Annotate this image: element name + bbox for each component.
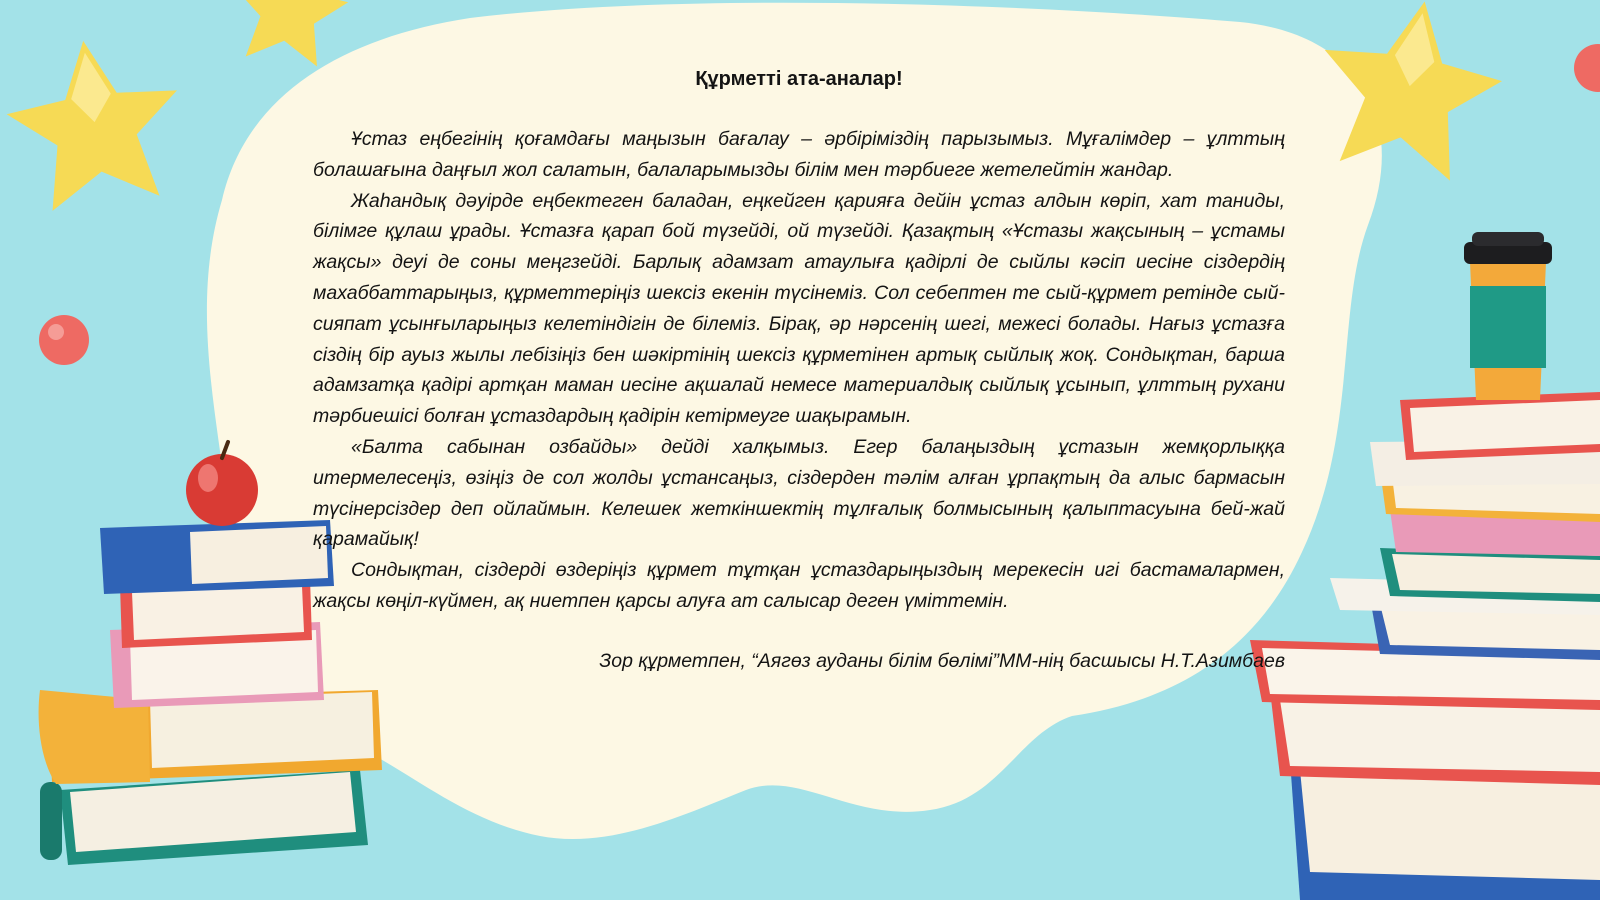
letter-signature: Зор құрметпен, “Аягөз ауданы білім бөлімі”ММ-нің басшысы Н.Т.Азимбаев [599,649,1285,672]
star-icon [224,0,354,70]
coffee-cup-icon [1464,232,1552,400]
letter-paragraph: Сондықтан, сіздерді өздеріңіз құрмет тұтқан ұстаздарыңыздың мерекесін игі бастамалармен, жақсы көңіл-күймен, ақ ниетпен қарсы алуға ат салысар деген үміттемін. [313,559,1285,612]
letter-title: Құрметті ата-аналар! [695,68,903,90]
star-icon [0,29,191,215]
letter [313,66,1285,677]
letter-paragraph: «Балта сабынан озбайды» дейді халқымыз. Егер балаңыздың ұстазын жемқорлыққа итермелесеңіз, өзіңіз де сол жолды ұстансаңыз, сіздерден тәлім алған ұрпақтың да алыс бармасын түсінерсіздер деп ойлаймын. Келешек жеткіншектің тұлғалық болмысының қалыптасуына бей-жай қарамайық! [313,435,1285,551]
letter-paragraph: Ұстаз еңбегінің қоғамдағы маңызын бағалау – әрбіріміздің парызымыз. Мұғалімдер – ұлттың болашағына даңғыл жол салатын, балаларымызды білім мен тәрбиеге жетелейтін жандар. [313,128,1285,181]
ball-icon [39,315,89,365]
ball-icon [1574,44,1600,92]
letter-paragraph: Жаһандық дәуірде еңбектеген баладан, еңкейген қарияға дейін ұстаз алдын көріп, хат таниды, білімге құлаш ұрады. Ұстазға қарап бой түзейді, ой түзейді. Қазақтың «Ұстазы жақсының – ұстамы жақсы» деуі де соны меңгзейді. Барлық адамзат атаулыға қадірлі де сыйлы кәсіп иесіне сіздердің махаббаттарыңыз, құрметтеріңіз шексіз екенін түсінеміз. Сол себептен те сый-құрмет ретінде сый-сияпат ұсынғыларыңыз келетіндігін де білеміз. Бірақ, әр нәрсенің шегі, межесі болады. Нағыз ұстазға сіздің бір ауыз жылы лебізіңіз бен шәкіртінің шексіз құрметінен артық сыйлық жоқ. Сондықтан, барша адамзатқа қадірі артқан маман иесіне ақшалай немесе материалдық сыйлық ұсынып, ұлттың рухани тәрбиешісі болған ұстаздардың қадірін кетірмеуге шақырамын. [313,189,1285,428]
